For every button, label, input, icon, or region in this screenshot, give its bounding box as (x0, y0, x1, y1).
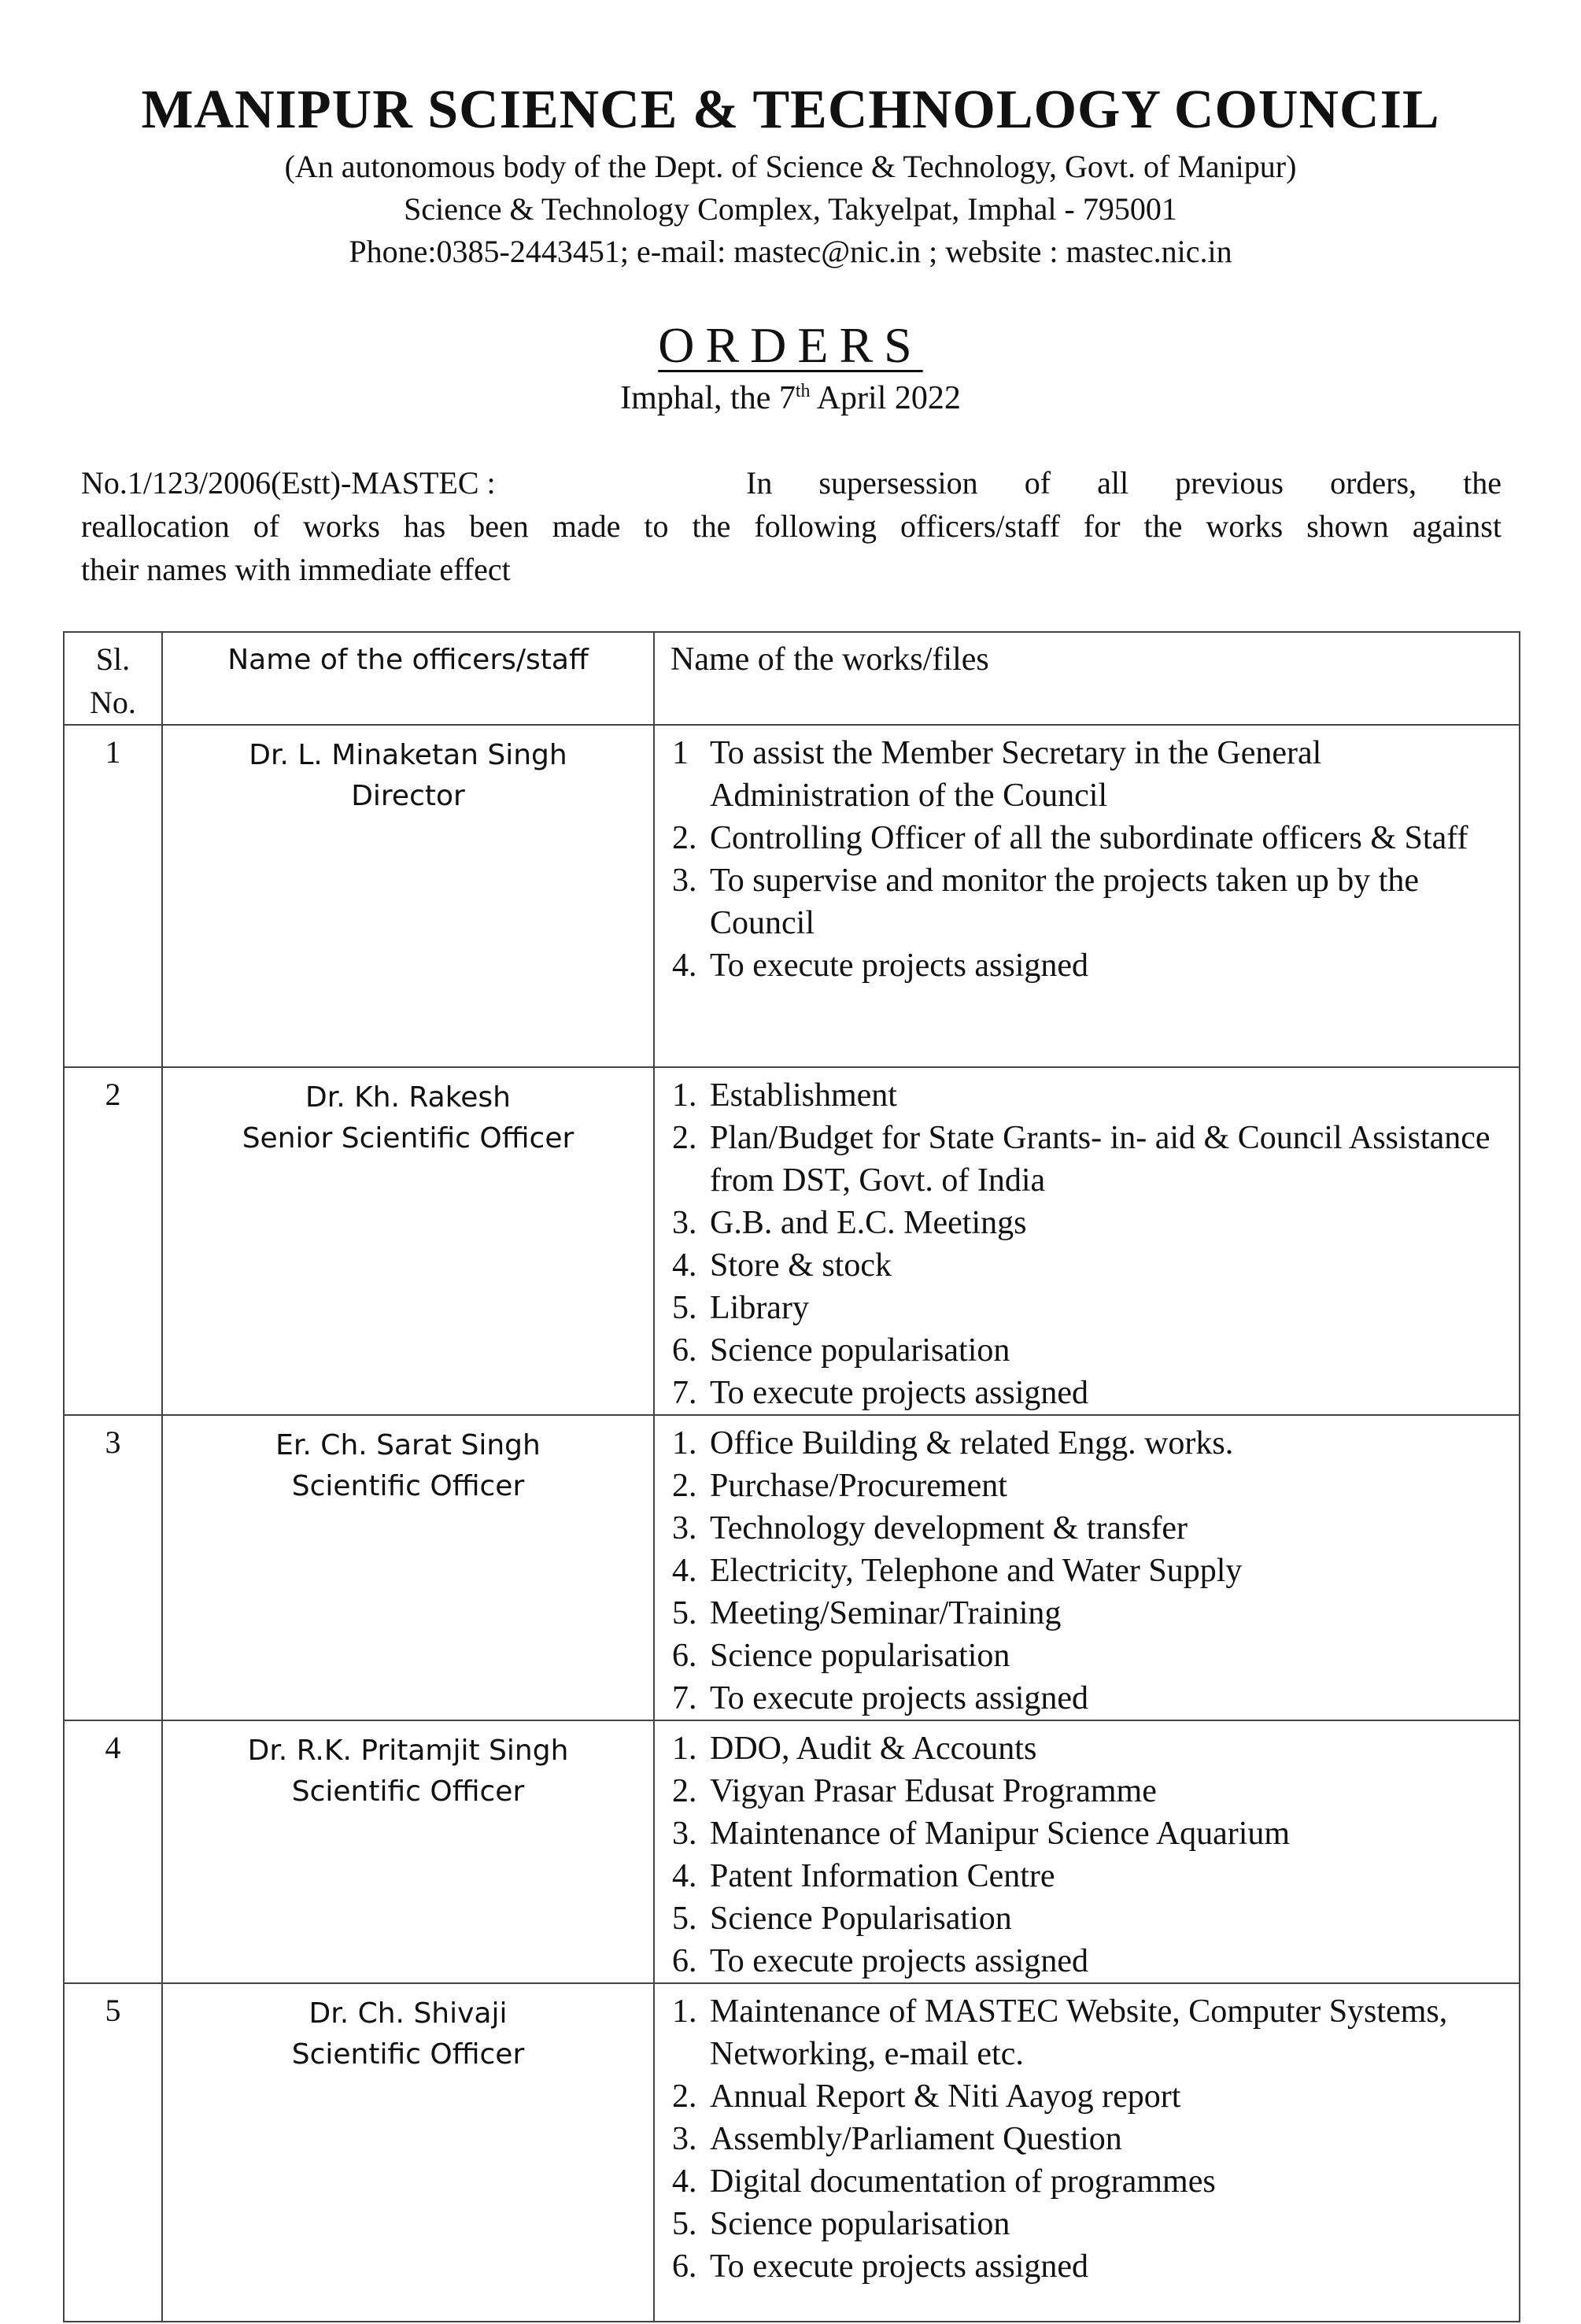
orders-title (0, 316, 1581, 375)
work-item (672, 817, 1519, 859)
work-item (672, 1422, 1519, 1465)
order-date-prefix: Imphal, the 7 (620, 380, 796, 416)
table-header-row (64, 632, 1520, 725)
work-item (672, 1465, 1519, 1507)
work-item-number: 6. (672, 1943, 697, 1979)
work-item (672, 1727, 1519, 1770)
work-item-number: 2. (672, 820, 697, 856)
work-item-text: Electricity, Telephone and Water Supply (710, 1553, 1243, 1589)
work-item-text: Meeting/Seminar/Training (710, 1595, 1062, 1631)
serial-number: 4 (64, 1720, 162, 1983)
table-row (64, 1415, 1520, 1720)
officer-name: Dr. Ch. Shivaji (308, 1997, 508, 2030)
work-item (672, 1202, 1519, 1244)
work-item-number: 2. (672, 1120, 697, 1156)
work-item-text: To supervise and monitor the projects taken up by the Council (710, 863, 1420, 941)
work-item-number: 5. (672, 1595, 697, 1631)
work-item (672, 1117, 1519, 1202)
works-cell (654, 1983, 1520, 2322)
work-item-number: 1. (672, 1731, 697, 1767)
work-item-number: 2. (672, 1468, 697, 1504)
work-item-text: Office Building & related Engg. works. (710, 1425, 1234, 1461)
work-item-text: To execute projects assigned (710, 1375, 1089, 1411)
work-item (672, 2118, 1519, 2160)
work-item-text: Purchase/Procurement (710, 1468, 1007, 1504)
work-item (672, 1897, 1519, 1940)
officer-name: Dr. R.K. Pritamjit Singh (247, 1735, 569, 1767)
header-works: Name of the works/files (654, 632, 1520, 725)
officer-cell (162, 725, 654, 1067)
work-item (672, 1812, 1519, 1855)
works-cell (654, 1720, 1520, 1983)
work-item (672, 1940, 1519, 1982)
order-date-suffix: April 2022 (810, 380, 961, 416)
work-item-text: Annual Report & Niti Aayog report (710, 2078, 1181, 2115)
work-item-text: To assist the Member Secretary in the General Administration of the Council (710, 735, 1322, 814)
work-item-text: Establishment (710, 1077, 897, 1114)
officer-name: Dr. L. Minaketan Singh (249, 739, 567, 771)
table-row (64, 1983, 1520, 2322)
preamble-line-1: In supersession of all previous orders, the (746, 465, 1502, 501)
work-item (672, 732, 1519, 817)
work-item (672, 1244, 1519, 1287)
work-item-text: Library (710, 1290, 809, 1326)
work-item-text: To execute projects assigned (710, 1943, 1089, 1979)
work-item-number: 1. (672, 1425, 697, 1461)
officer-name: Er. Ch. Sarat Singh (275, 1429, 541, 1461)
header-officer-name: Name of the officers/staff (162, 632, 654, 725)
preamble-line-2: reallocation of works has been made to the following officers/staff for the works shown against (81, 508, 1502, 544)
officer-designation: Scientific Officer (291, 1775, 525, 1808)
work-item-text: To execute projects assigned (710, 2248, 1089, 2285)
work-item (672, 2245, 1519, 2288)
work-item-text: Maintenance of MASTEC Website, Computer Systems, Networking, e-mail etc. (710, 1993, 1448, 2072)
orders-title-text: ORDERS (658, 317, 923, 373)
order-date-superscript: th (795, 381, 811, 401)
work-item-number: 1 (672, 735, 689, 771)
work-item (672, 1635, 1519, 1677)
works-cell (654, 1415, 1520, 1720)
work-item-number: 5. (672, 1290, 697, 1326)
work-item-number: 3. (672, 1205, 697, 1241)
work-item (672, 2160, 1519, 2203)
work-item (672, 1329, 1519, 1372)
work-item (672, 1372, 1519, 1414)
preamble-line-3: their names with immediate effect (81, 552, 511, 587)
work-item-number: 6. (672, 2248, 697, 2285)
work-item (672, 1592, 1519, 1635)
work-item-number: 2. (672, 2078, 697, 2115)
work-item-number: 3. (672, 2121, 697, 2157)
organization-name: MANIPUR SCIENCE & TECHNOLOGY COUNCIL (141, 79, 1440, 140)
table-row (64, 1720, 1520, 1983)
officer-designation: Scientific Officer (291, 2038, 525, 2071)
table-row (64, 725, 1520, 1067)
work-item-number: 4. (672, 1553, 697, 1589)
work-item-text: Maintenance of Manipur Science Aquarium (710, 1816, 1291, 1852)
organization-contact: Phone:0385-2443451; e-mail: mastec@nic.in ; website : mastec.nic.in (349, 234, 1232, 269)
work-item-text: Patent Information Centre (710, 1858, 1055, 1894)
officer-name: Dr. Kh. Rakesh (305, 1081, 511, 1114)
work-item (672, 1550, 1519, 1592)
work-item-text: Science Popularisation (710, 1901, 1012, 1937)
table-body (64, 725, 1520, 2322)
work-allocation-table (63, 631, 1520, 2322)
officer-cell (162, 1720, 654, 1983)
officer-cell (162, 1415, 654, 1720)
work-item (672, 2203, 1519, 2245)
work-item (672, 859, 1519, 944)
work-item (672, 1990, 1519, 2075)
work-item-number: 5. (672, 2206, 697, 2242)
work-item-text: Plan/Budget for State Grants- in- aid & Council Assistance from DST, Govt. of India (710, 1120, 1490, 1199)
organization-address: Science & Technology Complex, Takyelpat, Imphal - 795001 (404, 191, 1177, 227)
work-item (672, 1507, 1519, 1550)
work-item (672, 1855, 1519, 1897)
works-cell (654, 1067, 1520, 1415)
work-item-number: 4. (672, 1247, 697, 1284)
order-date (0, 379, 1581, 417)
organization-subtitle: (An autonomous body of the Dept. of Science & Technology, Govt. of Manipur) (284, 149, 1297, 184)
table-row (64, 1067, 1520, 1415)
work-item (672, 944, 1519, 987)
work-item (672, 1074, 1519, 1117)
work-item-number: 3. (672, 1816, 697, 1852)
work-item-text: Science popularisation (710, 1638, 1010, 1674)
work-item-text: Store & stock (710, 1247, 892, 1284)
officer-designation: Director (351, 780, 465, 812)
officer-designation: Scientific Officer (291, 1470, 525, 1502)
header-serial-number (64, 632, 162, 725)
work-item-number: 4. (672, 948, 697, 984)
serial-number: 1 (64, 725, 162, 1067)
work-item-text: Science popularisation (710, 2206, 1010, 2242)
work-item-text: DDO, Audit & Accounts (710, 1731, 1037, 1767)
serial-number: 3 (64, 1415, 162, 1720)
work-item-number: 2. (672, 1773, 697, 1809)
work-item-number: 3. (672, 1510, 697, 1546)
work-item (672, 1770, 1519, 1812)
work-item-text: To execute projects assigned (710, 948, 1089, 984)
officer-cell (162, 1983, 654, 2322)
work-item-text: G.B. and E.C. Meetings (710, 1205, 1027, 1241)
work-item-number: 5. (672, 1901, 697, 1937)
work-item-number: 1. (672, 1077, 697, 1114)
work-item-number: 1. (672, 1993, 697, 2030)
work-item-text: To execute projects assigned (710, 1680, 1089, 1716)
officer-designation: Senior Scientific Officer (242, 1122, 574, 1155)
work-item-number: 4. (672, 1858, 697, 1894)
work-item-text: Digital documentation of programmes (710, 2163, 1216, 2200)
serial-number: 2 (64, 1067, 162, 1415)
work-item-number: 6. (672, 1332, 697, 1369)
work-item-text: Assembly/Parliament Question (710, 2121, 1122, 2157)
work-item-number: 3. (672, 863, 697, 899)
header-sl-line2: No. (90, 685, 136, 720)
work-item (672, 1287, 1519, 1329)
work-item-number: 7. (672, 1680, 697, 1716)
work-item-text: Technology development & transfer (710, 1510, 1188, 1546)
header-sl-line1: Sl. (95, 641, 131, 677)
work-item-number: 7. (672, 1375, 697, 1411)
officer-cell (162, 1067, 654, 1415)
work-item-text: Controlling Officer of all the subordinate officers & Staff (710, 820, 1468, 856)
work-item-text: Science popularisation (710, 1332, 1010, 1369)
order-reference-number: No.1/123/2006(Estt)-MASTEC : (81, 465, 496, 501)
work-item-number: 6. (672, 1638, 697, 1674)
work-item-text: Vigyan Prasar Edusat Programme (710, 1773, 1157, 1809)
serial-number: 5 (64, 1983, 162, 2322)
works-cell (654, 725, 1520, 1067)
work-item-number: 4. (672, 2163, 697, 2200)
work-item (672, 2075, 1519, 2118)
work-item (672, 1677, 1519, 1720)
